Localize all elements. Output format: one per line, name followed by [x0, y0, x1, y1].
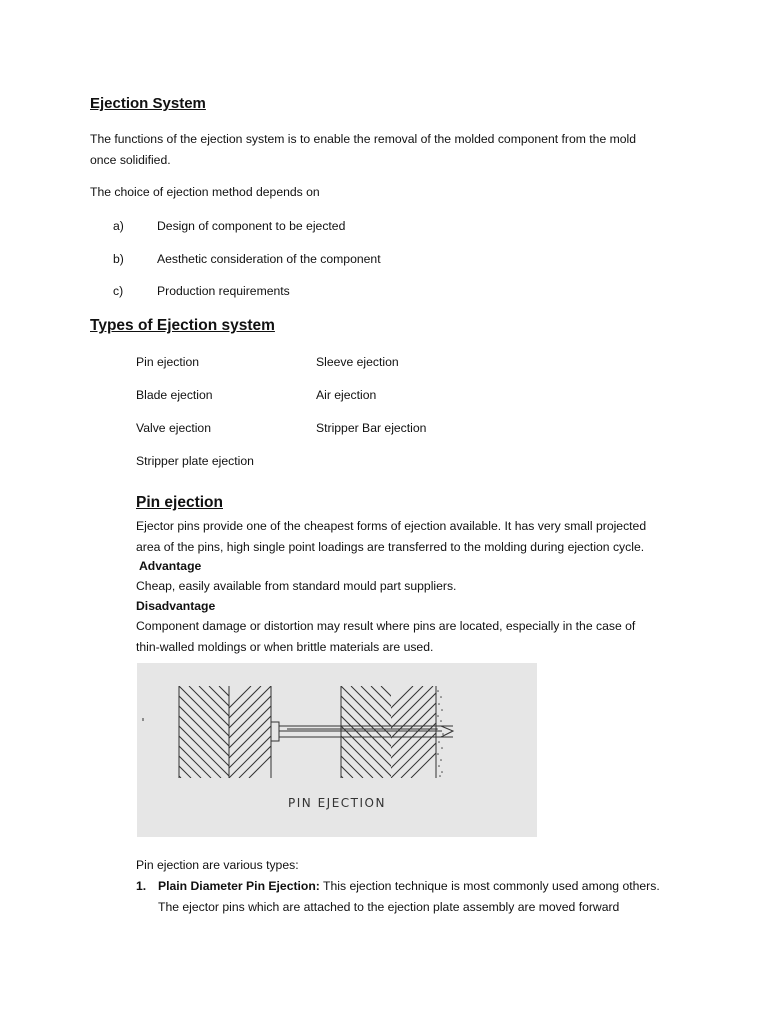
disadvantage-label: Disadvantage — [136, 599, 216, 613]
hatch-left-a — [137, 686, 311, 778]
list-item-text: Design of component to be ejected — [157, 219, 346, 233]
type-item: Pin ejection — [136, 355, 200, 369]
intro-text-line-2: once solidified. — [90, 153, 171, 167]
list-item — [113, 281, 290, 301]
ejector-pin-shaft — [279, 726, 453, 737]
type-item: Blade ejection — [136, 388, 213, 402]
list-number: 1. — [136, 879, 147, 893]
advantage-label: Advantage — [139, 559, 202, 573]
pin-para-line-1: Ejector pins provide one of the cheapest forms of ejection available. It has very small projected — [136, 519, 647, 533]
disadvantage-line-1: Component damage or distortion may result where pins are located, especially in the case of — [136, 619, 636, 633]
list-item-continuation: The ejector pins which are attached to the ejection plate assembly are moved forward — [158, 900, 620, 914]
types-intro: Pin ejection are various types: — [136, 858, 299, 872]
list-marker: b) — [113, 252, 124, 266]
pin-ejection-figure — [137, 663, 537, 837]
section-title-ejection-system: Ejection System — [90, 95, 206, 112]
hatch-left-b — [159, 686, 341, 778]
list-item — [113, 249, 381, 269]
list-item-text: This ejection technique is most commonly used among others. — [319, 879, 660, 893]
advantage-text: Cheap, easily available from standard mould part suppliers. — [136, 579, 457, 593]
figure-caption: PIN EJECTION — [288, 796, 386, 810]
list-marker: a) — [113, 219, 124, 233]
list-item-text: Aesthetic consideration of the component — [157, 252, 381, 266]
type-item: Sleeve ejection — [316, 355, 399, 369]
section-title-types: Types of Ejection system — [90, 317, 275, 334]
pin-para-line-2: area of the pins, high single point loadings are transferred to the molding during ejection cycle. — [136, 540, 645, 554]
intro-text-line-1: The functions of the ejection system is to enable the removal of the molded component from the mold — [90, 132, 637, 146]
disadvantage-line-2: thin-walled moldings or when brittle materials are used. — [136, 640, 434, 654]
list-marker: c) — [113, 284, 124, 298]
list-item-text: Production requirements — [157, 284, 290, 298]
pin-tip — [441, 726, 453, 737]
pin-head — [271, 722, 279, 741]
section-title-pin-ejection: Pin ejection — [136, 494, 223, 511]
choice-text: The choice of ejection method depends on — [90, 185, 320, 199]
type-item: Air ejection — [316, 388, 377, 402]
type-item: Valve ejection — [136, 421, 211, 435]
hatch-right-b — [321, 686, 503, 778]
list-item-heading: Plain Diameter Pin Ejection: — [158, 879, 320, 893]
type-item: Stripper plate ejection — [136, 454, 254, 468]
list-item — [113, 216, 345, 236]
type-item: Stripper Bar ejection — [316, 421, 427, 435]
hatch-right-a — [251, 686, 473, 778]
list-item-plain-diameter — [136, 876, 660, 896]
stipple-strip — [436, 690, 444, 777]
pin-ejection-diagram — [137, 663, 537, 837]
